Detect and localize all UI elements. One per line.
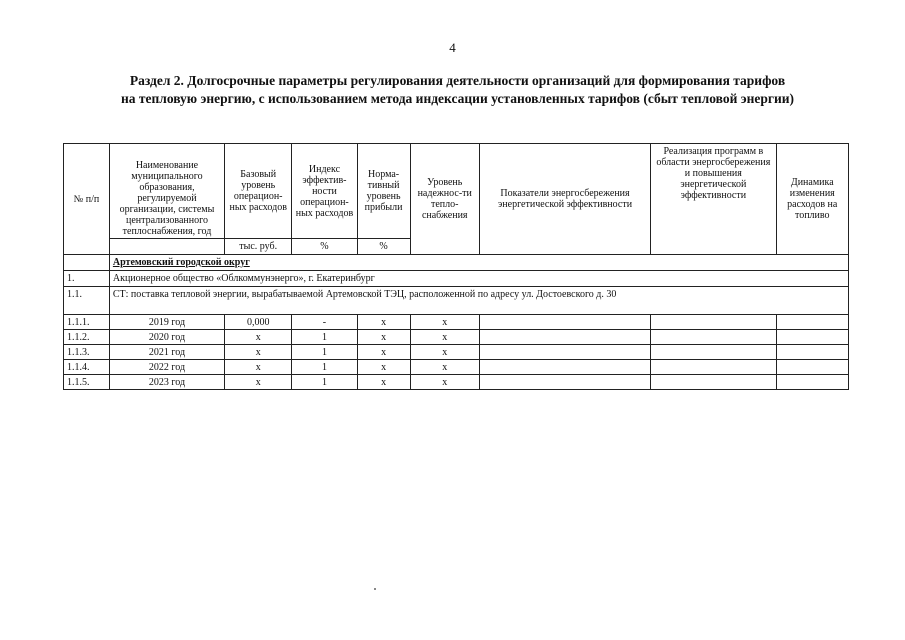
row-index: 1: [292, 375, 357, 390]
table-row: [64, 360, 849, 375]
header-index: Индекс эффектив-ности операцион-ных расходов: [292, 144, 357, 239]
row-base: x: [225, 375, 292, 390]
row-norm: x: [357, 330, 410, 345]
row-num: 1.1.2.: [64, 330, 110, 345]
row-reliab: x: [410, 360, 479, 375]
org-name: Акционерное общество «Облкоммунэнерго», г. Екатеринбург: [109, 271, 848, 287]
row-base: x: [225, 345, 292, 360]
row-base: x: [225, 330, 292, 345]
unit-base: тыс. руб.: [225, 239, 292, 255]
unit-norm: %: [357, 239, 410, 255]
header-programs: Реализация программ в области энергосбережения и повышения энергетической эффективности: [651, 144, 776, 255]
unit-index: %: [292, 239, 357, 255]
row-base: 0,000: [225, 315, 292, 330]
header-dynamics: Динамика изменения расходов на топливо: [776, 144, 848, 255]
table-row: [64, 315, 849, 330]
table-row: [64, 375, 849, 390]
system-name: СТ: поставка тепловой энергии, вырабатываемой Артемовской ТЭЦ, расположенной по адресу ул. Достоевского д. 30: [109, 287, 848, 315]
system-num: 1.1.: [64, 287, 110, 315]
section-row: [64, 255, 849, 271]
table-row: [64, 345, 849, 360]
row-norm: x: [357, 345, 410, 360]
tariff-parameters-table: [63, 143, 849, 390]
row-year: 2020 год: [109, 330, 224, 345]
row-index: 1: [292, 345, 357, 360]
row-num: 1.1.1.: [64, 315, 110, 330]
row-year: 2021 год: [109, 345, 224, 360]
row-num: 1.1.4.: [64, 360, 110, 375]
header-name: Наименование муниципального образования, регулируемой организации, системы централизованного теплоснабжения, год: [109, 144, 224, 239]
row-reliab: x: [410, 330, 479, 345]
row-year: 2023 год: [109, 375, 224, 390]
row-base: x: [225, 360, 292, 375]
row-year: 2019 год: [109, 315, 224, 330]
header-num: № п/п: [64, 144, 110, 255]
header-base: Базовый уровень операцион-ных расходов: [225, 144, 292, 239]
org-num: 1.: [64, 271, 110, 287]
row-reliab: x: [410, 315, 479, 330]
header-energy: Показатели энергосбережения энергетической эффективности: [479, 144, 650, 255]
header-reliab: Уровень надежнос-ти тепло-снабжения: [410, 144, 479, 255]
row-norm: x: [357, 360, 410, 375]
row-year: 2022 год: [109, 360, 224, 375]
table-header-row: [64, 144, 849, 239]
section-name: Артемовский городской округ: [109, 255, 848, 271]
section-title: [40, 72, 875, 108]
scan-speck: [374, 588, 376, 590]
row-reliab: x: [410, 345, 479, 360]
section-title-line-1: Раздел 2. Долгосрочные параметры регулирования деятельности организаций для формирования тарифов: [129, 73, 786, 88]
section-title-line-2: на тепловую энергию, с использованием метода индексации установленных тарифов (сбыт тепловой энергии): [120, 91, 795, 106]
table-row: [64, 330, 849, 345]
org-row: [64, 271, 849, 287]
row-reliab: x: [410, 375, 479, 390]
row-norm: x: [357, 315, 410, 330]
row-num: 1.1.5.: [64, 375, 110, 390]
page-number: 4: [449, 40, 456, 55]
row-index: 1: [292, 360, 357, 375]
row-index: -: [292, 315, 357, 330]
unit-name-empty: [109, 239, 224, 255]
system-row: [64, 287, 849, 315]
row-norm: x: [357, 375, 410, 390]
row-num: 1.1.3.: [64, 345, 110, 360]
header-norm: Норма-тивный уровень прибыли: [357, 144, 410, 239]
row-index: 1: [292, 330, 357, 345]
